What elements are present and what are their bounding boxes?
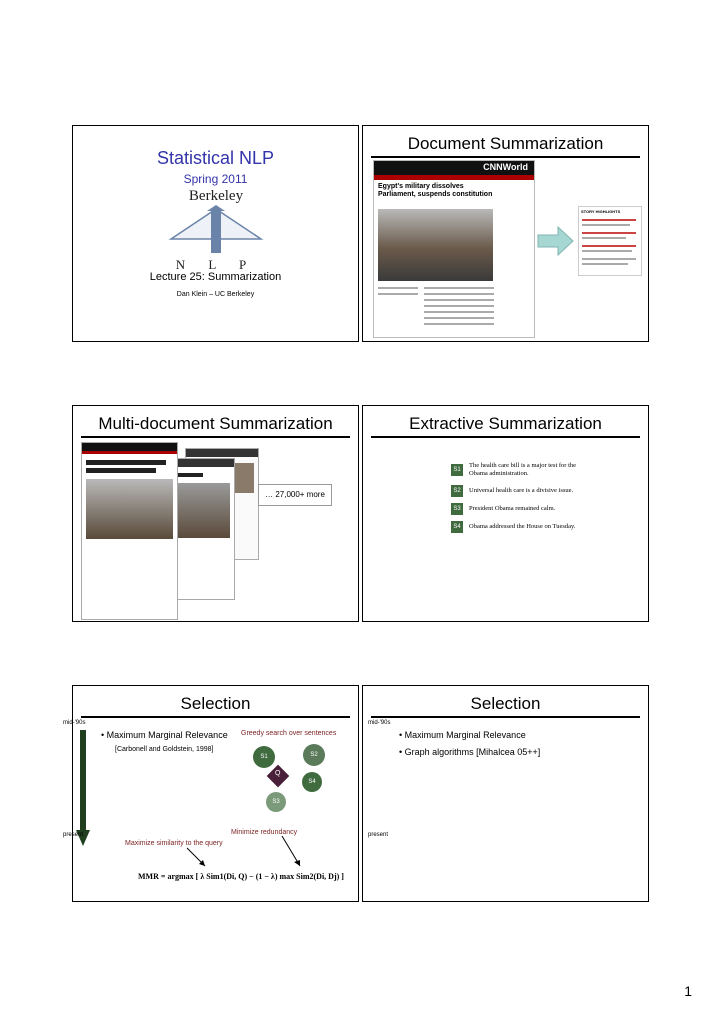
slide-extractive [362,405,649,622]
more-documents-box [258,484,332,506]
mmr-bullet: • Maximum Marginal Relevance [399,730,526,740]
list-item [451,520,591,538]
mmr-formula: MMR = argmax [ λ Sim1(Di, Q) − (1 − λ) max Sim2(Di, Dj) ] [138,872,344,881]
title-rule [371,156,640,158]
text-line [424,293,494,295]
arrow-icon [183,848,213,870]
slide-title [72,125,359,342]
slide1-title: Statistical NLP [156,148,275,168]
berkeley-logo [151,188,281,278]
highlight-line [582,219,636,221]
highlight-line [582,237,626,239]
timeline-arrow-icon [76,730,90,846]
sentence-tag: S1 [451,464,463,476]
slide-selection-graph [362,685,649,902]
sentence-node-s1 [253,746,275,768]
sentence-tag: S2 [451,485,463,497]
text-line [378,287,418,289]
list-item [451,484,591,502]
highlight-line [582,224,630,226]
highlight-line [582,263,628,265]
page-number: 1 [684,983,692,999]
query-label: Q [275,770,281,777]
sentence-text: The health care bill is a major test for the Obama administration. [469,462,577,477]
story-highlights-box [578,206,642,276]
text-line [424,323,494,325]
sentence-node-s3 [266,792,286,812]
slide4-title: Extractive Summarization [409,414,602,433]
citation: [Carbonell and Goldstein, 1998] [115,746,214,753]
slide3-title: Multi-document Summarization [98,414,333,433]
sentence-text: Universal health care is a divisive issue. [469,487,574,494]
lecture-title: Lecture 25: Summarization [149,271,282,283]
greedy-label: Greedy search over sentences [241,730,337,737]
list-item [451,462,591,484]
text-line [424,311,494,313]
slide1-subtitle: Spring 2011 [183,172,248,186]
title-rule [81,716,350,718]
sentence-text: Obama addressed the House on Tuesday. [469,523,576,530]
title-rule [371,436,640,438]
highlights-title: STORY HIGHLIGHTS [581,209,621,214]
similarity-label: Maximize similarity to the query [125,840,223,847]
redundancy-label: Minimize redundancy [231,829,298,836]
sentence-tag: S4 [451,521,463,533]
text-line [424,287,494,289]
node-label: S3 [272,799,280,805]
cnn-photo [378,209,493,281]
news-page-1 [81,442,178,620]
graph-bullet: • Graph algorithms [Mihalcea 05++] [399,747,541,757]
arrow-icon [278,836,308,870]
logo-letters: N L P [175,257,257,272]
slide-multi-document [72,405,359,622]
timeline-top-label: mid-'90s [63,720,86,726]
arrow-right-icon [538,226,574,256]
logo-tower-icon [151,205,281,257]
text-line [424,317,494,319]
slide2-title: Document Summarization [407,134,604,153]
sentence-list [451,462,591,538]
title-rule [371,716,640,718]
text-line [424,299,494,301]
slide6-title: Selection [470,694,541,713]
author-line: Dan Klein – UC Berkeley [176,291,255,298]
more-label: … 27,000+ more [265,490,325,499]
highlight-line [582,232,636,234]
text-line [424,305,494,307]
list-item [451,502,591,520]
node-label: S4 [308,779,316,785]
sentence-tag: S3 [451,503,463,515]
node-label: S1 [260,754,268,760]
cnn-headline: Egypt's military dissolves Parliament, suspends constitution [378,183,493,198]
highlight-line [582,258,636,260]
sentence-text: President Obama remained calm. [469,505,556,512]
title-rule [81,436,350,438]
cnn-article-image [373,160,535,338]
sentence-node-s2 [303,744,325,766]
sentence-node-s4 [302,772,322,792]
timeline-top-label: mid-'90s [368,720,391,726]
timeline-bottom-label: present [63,832,84,838]
timeline-bottom-label: present [368,832,389,838]
text-line [378,293,418,295]
cnn-brand: CNNWorld [483,162,528,172]
node-label: S2 [310,752,318,758]
cnn-navbar [374,175,534,180]
slide-document-summarization [362,125,649,342]
slide-selection-mmr [63,685,359,902]
logo-word: Berkeley [188,188,244,204]
highlight-line [582,245,636,247]
highlight-line [582,250,632,252]
mmr-bullet: • Maximum Marginal Relevance [101,730,228,740]
slide5-title: Selection [180,694,251,713]
